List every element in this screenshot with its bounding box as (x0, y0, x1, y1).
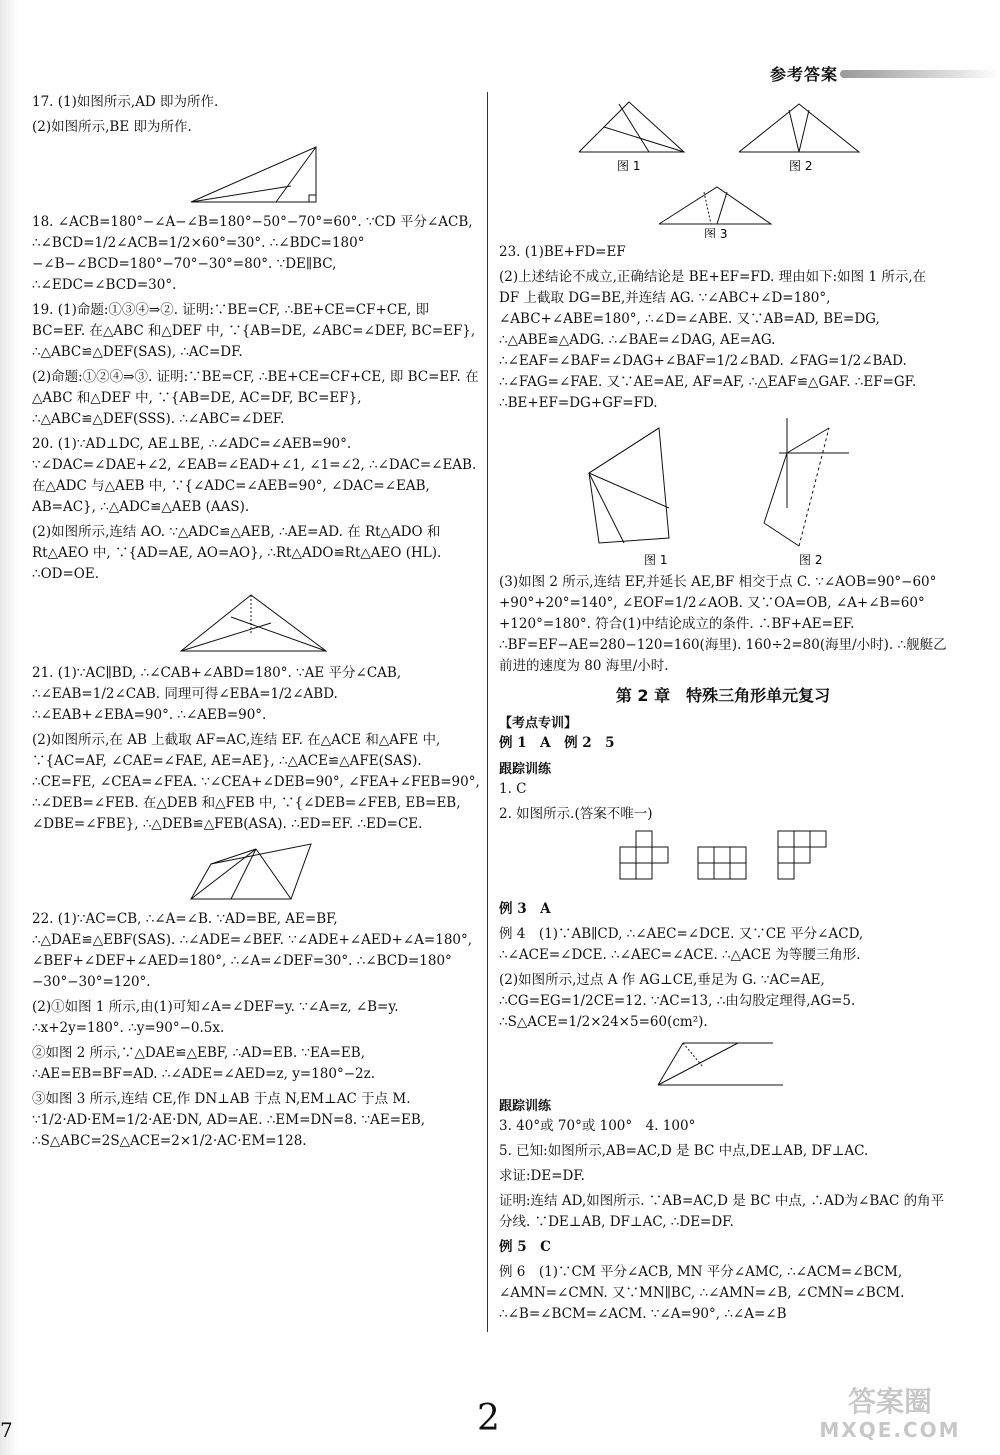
tracking-2: 2. 如图所示.(答案不唯一) (499, 806, 653, 822)
figure-cube-nets (608, 829, 838, 895)
page-number: 7 (0, 1418, 13, 1442)
answer-18: 18. ∠ACB=180°−∠A−∠B=180°−50°−70°=60°. ∵CD 平分∠ACB, ∴∠BCD=1/2∠ACB=1/2×60°=30°. ∴∠BDC=180°−∠B−∠BCD=180°−70°−30°=80°. ∵DE∥BC, ∴∠EDC=∠BCD=30°. (32, 214, 473, 293)
chapter-title: 第 2 章 特殊三角形单元复习 (615, 686, 831, 705)
answer-17a: 17. (1)如图所示,AD 即为所作. (32, 94, 219, 110)
right-column (499, 92, 947, 1329)
tracking-1: 1. C (499, 781, 527, 797)
fig2-label: 图 2 (789, 159, 813, 173)
figure-q20 (176, 589, 336, 659)
example-4b: (2)如图所示,过点 A 作 AG⊥CE,垂足为 G. ∵AC=AE, ∴CG=EG=1/2CE=12. ∵AC=13, ∴由勾股定理得,AG=5. ∴S△ACE=1/2×24×5=60(cm²). (499, 972, 856, 1030)
figure-ex4 (653, 1037, 793, 1091)
example-3: 例 3 A (499, 901, 551, 917)
example-5: 例 5 C (499, 1239, 551, 1255)
answer-20a: 20. (1)∵AD⊥DC, AE⊥BE, ∴∠ADC=∠AEB=90°. ∵∠DAC=∠DAE+∠2, ∠EAB=∠EAD+∠1, ∠1=∠2, ∴∠DAC=∠EAB. 在△ADC 与△AEB 中, ∵{∠ADC=∠AEB=90°, ∠DAC=∠EAB, AB=AC}, ∴△ADC≌△AEB (AAS). (32, 436, 477, 515)
figure-q21 (186, 839, 326, 905)
answer-21a: 21. (1)∵AC∥BD, ∴∠CAB+∠ABD=180°. ∵AE 平分∠CAB, ∴∠EAB=1/2∠CAB. 同理可得∠EBA=1/2∠ABD. ∴∠EAB+∠EBA=90°. ∴∠AEB=90°. (32, 665, 402, 723)
left-column (32, 92, 480, 1156)
handwritten-mark: 2 (477, 1398, 500, 1439)
tracking-heading-2: 跟踪训练 (499, 1099, 552, 1114)
answer-23b: (2)上述结论不成立,正确结论是 BE+EF=FD. 理由如下:如图 1 所示,在 DF 上截取 DG=BE,并连结 AG. ∵∠ABC+∠D=180°, ∠ABC+∠ABE=180°, ∴∠D=∠ABE. 又∵AB=AD, BE=DG, ∴△ABE≌△ADG. ∴∠BAE=∠DAG, AE=AG. ∴∠EAF=∠BAF=∠DAG+∠BAF=1/2∠BAD. ∠FAG=1/2∠BAD. ∴∠FAG=∠FAE. 又∵AE=AE, AF=AF, ∴△EAF≌△GAF. ∴EF=GF. ∴BE+EF=DG+GF=FD. (499, 269, 927, 411)
page-header (770, 62, 990, 84)
fig2-label-b: 图 2 (799, 553, 823, 567)
watermark-line2: MXQE.COM (819, 1418, 961, 1442)
answer-17b: (2)如图所示,BE 即为所作. (32, 119, 192, 135)
answer-23c: (3)如图 2 所示,连结 EF,并延长 AE,BF 相交于点 C. ∵∠AOB=90°−60°+90°+20°=140°, ∠EOF=1/2∠AOB. 又∵OA=OB, ∠A+∠B=60°+120°=180°. 符合(1)中结论成立的条件. ∴BF+AE=EF. ∴BF=EF−AE=280−120=160(海里). 160÷2=80(海里/小时). ∴舰艇乙前进的速度为 80 海里/小时. (499, 574, 947, 674)
example-6: 例 6 (1)∵CM 平分∠ACB, MN 平分∠AMC, ∴∠ACM=∠BCM, ∠AMN=∠CMN. 又∵MN∥BC, ∴∠AMN=∠B, ∠CMN=∠BCM. ∴∠B=∠BCM=∠ACM. ∵∠A=90°, ∴∠A=∠B (499, 1264, 905, 1322)
figures-q23 (499, 418, 947, 568)
header-decoration (840, 70, 1000, 78)
fig1-label: 图 1 (617, 159, 641, 173)
fig3-label: 图 3 (704, 227, 728, 238)
watermark (790, 1385, 990, 1448)
kaodian-heading: 【考点专训】 (499, 716, 578, 731)
column-divider (487, 92, 488, 1332)
tracking-3-4: 3. 40°或 70°或 100° 4. 100° (499, 1118, 696, 1134)
watermark-line1: 答案圈 (847, 1385, 932, 1418)
answer-22a: 22. (1)∵AC=CB, ∴∠A=∠B. ∵AD=BE, AE=BF, ∴△DAE≌△EBF(SAS). ∴∠ADE=∠BEF. ∵∠ADE+∠AED+∠A=180°, ∠BEF+∠DEF+∠AED=180°, ∴∠A=∠DEF=30°. ∴∠BCD=180°−30°−30°=120°. (32, 911, 473, 990)
answer-19b: (2)命题:①②④⇒③. 证明:∵BE=CF, ∴BE+CE=CF+CE, 即 BC=EF. 在△ABC 和△DEF 中, ∵{AB=DE, AC=DF, BC=EF}, ∴△ABC≌△DEF(SSS). ∴∠ABC=∠DEF. (32, 369, 479, 427)
figures-q22 (499, 92, 947, 238)
tracking-heading-1: 跟踪训练 (499, 762, 552, 777)
answer-22b: (2)①如图 1 所示,由(1)可知∠A=∠DEF=y. ∵∠A=z, ∠B=y. ∴x+2y=180°. ∴y=90°−0.5x. (32, 999, 399, 1036)
answer-20b: (2)如图所示,连结 AO. ∵△ADC≌△AEB, ∴AE=AD. 在 Rt△ADO 和 Rt△AEO 中, ∵{AD=AE, AO=AO}, ∴Rt△ADO≌Rt△AEO (HL). ∴OD=OE. (32, 524, 442, 582)
example-4a: 例 4 (1)∵AB∥CD, ∴∠AEC=∠DCE. 又∵CE 平分∠ACD, ∴∠ACE=∠DCE. ∴∠AEC=∠ACE. ∴△ACE 为等腰三角形. (499, 926, 864, 963)
header-title: 参考答案 (770, 65, 839, 84)
answer-21b: (2)如图所示,在 AB 上截取 AF=AC,连结 EF. 在△ACE 和△AFE 中, ∵{AC=AF, ∠CAE=∠FAE, AE=AE}, ∴△ACE≌△AFE(SAS). ∴CE=FE, ∠CEA=∠FEA. ∵∠CEA+∠DEB=90°, ∠FEA+∠FEB=90°, ∴∠DEB=∠FEB. 在△DEB 和△FEB 中, ∵{∠DEB=∠FEB, EB=EB, ∠DBE=∠FBE}, ∴△DEB≌△FEB(ASA). ∴ED=EF. ∴ED=CE. (32, 732, 480, 832)
fig1-label-b: 图 1 (644, 553, 668, 567)
answer-22c: ②如图 2 所示,∵△DAE≌△EBF, ∴AD=EB. ∵EA=EB, ∴AE=EB=BF=AD. ∴∠ADE=∠AED=z, y=180°−2z. (32, 1045, 376, 1082)
answer-19a: 19. (1)命题:①③④⇒②. 证明:∵BE=CF, ∴BE+CE=CF+CE, 即 BC=EF. 在△ABC 和△DEF 中, ∵{AB=DE, ∠ABC=∠DEF, BC=EF}, ∴△ABC≌△DEF(SAS), ∴AC=DF. (32, 302, 476, 360)
tracking-5a: 5. 已知:如图所示,AB=AC,D 是 BC 中点,DE⊥AB, DF⊥AC. (499, 1143, 869, 1159)
answer-23a: 23. (1)BE+FD=EF (499, 244, 626, 260)
figure-q17 (186, 142, 326, 208)
tracking-5c: 证明:连结 AD,如图所示. ∵AB=AC,D 是 BC 中点, ∴AD为∠BAC 的角平分线. ∵DE⊥AB, DF⊥AC, ∴DE=DF. (499, 1193, 945, 1230)
tracking-5b: 求证:DE=DF. (499, 1168, 585, 1184)
scan-edge (0, 0, 18, 1455)
answer-22d: ③如图 3 所示,连结 CE,作 DN⊥AB 于点 N,EM⊥AC 于点 M. ∵1/2·AD·EM=1/2·AE·DN, AD=AE. ∴EM=DN=8. ∵AE=EB, ∴S△ABC=2S△ACE=2×1/2·AC·EM=128. (32, 1091, 426, 1149)
examples-1-2: 例 1 A 例 2 5 (499, 735, 615, 751)
